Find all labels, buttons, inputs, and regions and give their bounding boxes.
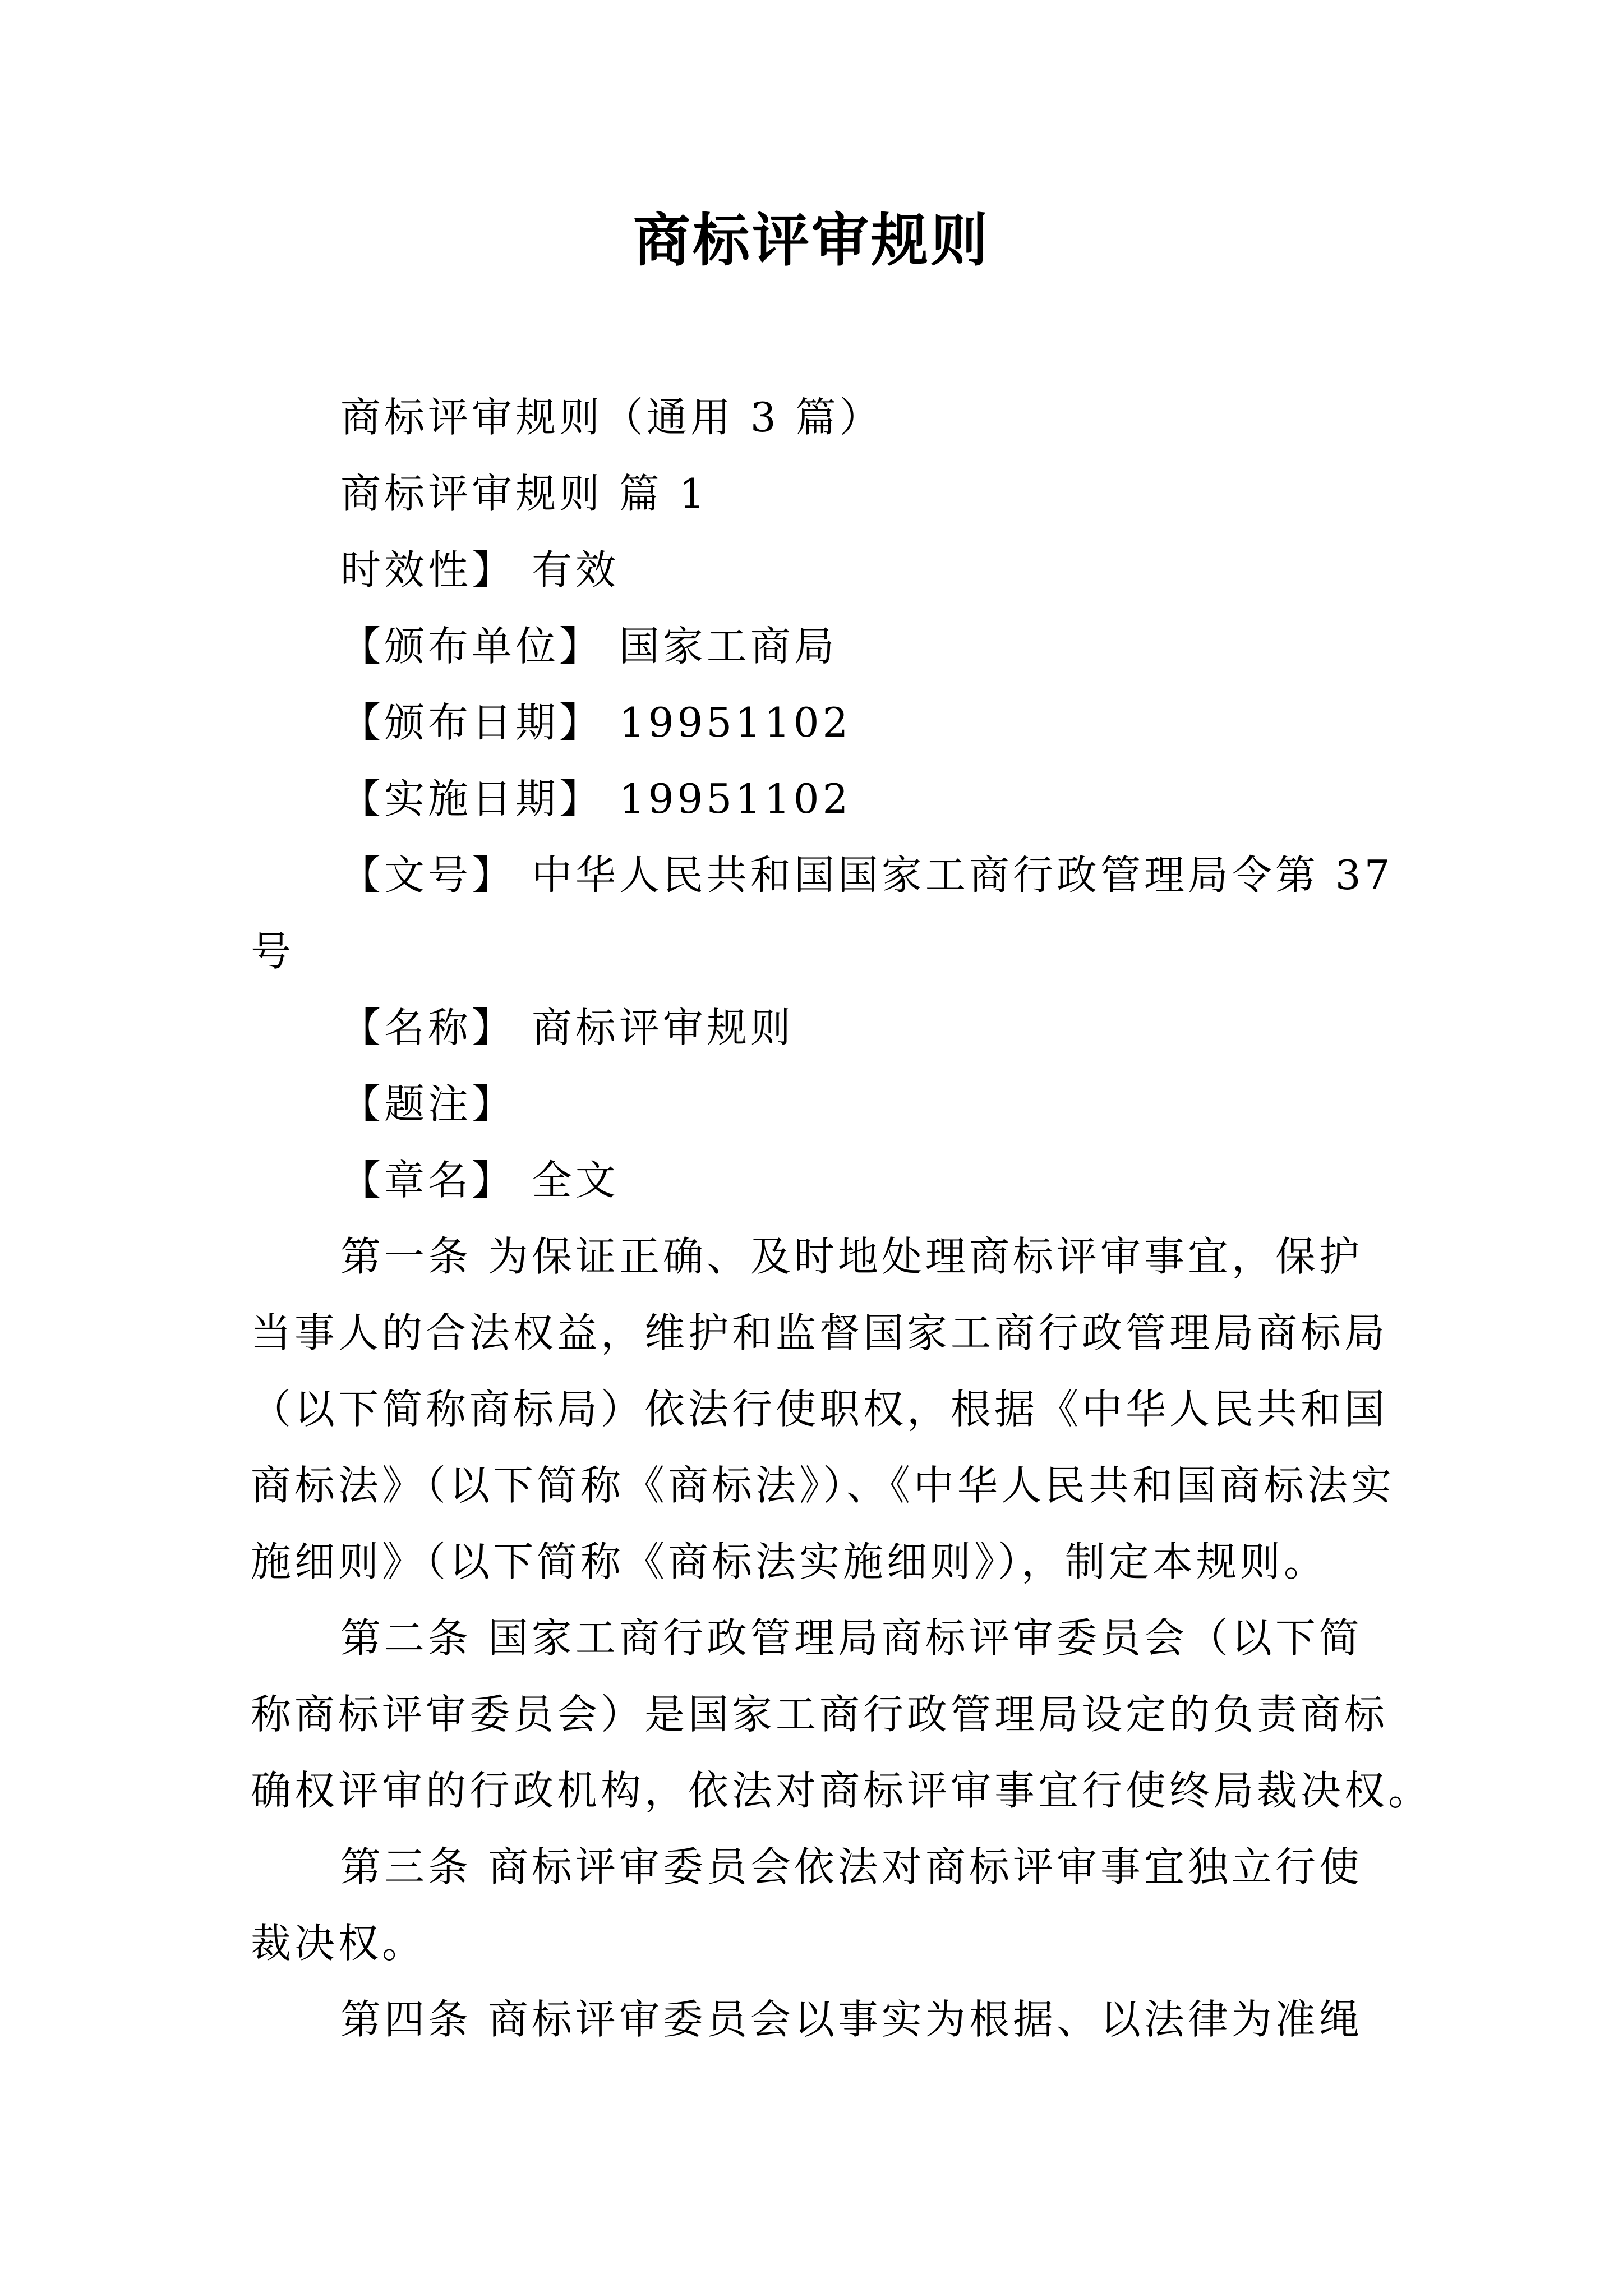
- paragraph-line: 【题注】: [340, 1080, 516, 1128]
- paragraph-line: 施细则》（以下简称《商标法实施细则》），制定本规则。: [251, 1538, 1328, 1585]
- paragraph-line: 商标评审规则 篇 1: [340, 470, 708, 517]
- paragraph-line: 裁决权。: [251, 1920, 426, 1967]
- paragraph-line: 【颁布日期】 19951102: [340, 699, 852, 746]
- paragraph-line: 称商标评审委员会）是国家工商行政管理局设定的负责商标: [251, 1691, 1389, 1738]
- paragraph-line: （以下简称商标局）依法行使职权，根据《中华人民共和国: [251, 1386, 1389, 1433]
- paragraph-line: 号: [251, 928, 295, 975]
- document-body: [251, 379, 1432, 2058]
- paragraph-line: 第二条 国家工商行政管理局商标评审委员会（以下简: [340, 1614, 1363, 1662]
- paragraph-line: 【实施日期】 19951102: [340, 775, 852, 822]
- paragraph-line: 时效性】 有效: [340, 546, 619, 593]
- paragraph-line: 确权评审的行政机构，依法对商标评审事宜行使终局裁决权。: [251, 1767, 1432, 1814]
- paragraph-line: 第一条 为保证正确、及时地处理商标评审事宜，保护: [340, 1233, 1363, 1280]
- paragraph-line: 【名称】 商标评审规则: [340, 1004, 794, 1051]
- paragraph-line: 【文号】 中华人民共和国国家工商行政管理局令第 37: [340, 852, 1394, 899]
- paragraph-line: 第四条 商标评审委员会以事实为根据、以法律为准绳: [340, 1996, 1363, 2043]
- paragraph-line: 【章名】 全文: [340, 1157, 619, 1204]
- paragraph-line: 商标评审规则（通用 3 篇）: [340, 394, 883, 441]
- paragraph-line: 【颁布单位】 国家工商局: [340, 623, 838, 670]
- paragraph-line: 第三条 商标评审委员会依法对商标评审事宜独立行使: [340, 1843, 1363, 1890]
- paragraph-line: 当事人的合法权益，维护和监督国家工商行政管理局商标局: [251, 1309, 1389, 1356]
- paragraph-line: 商标法》（以下简称《商标法》）、《中华人民共和国商标法实: [251, 1462, 1395, 1509]
- document-title: 商标评审规则: [633, 208, 990, 274]
